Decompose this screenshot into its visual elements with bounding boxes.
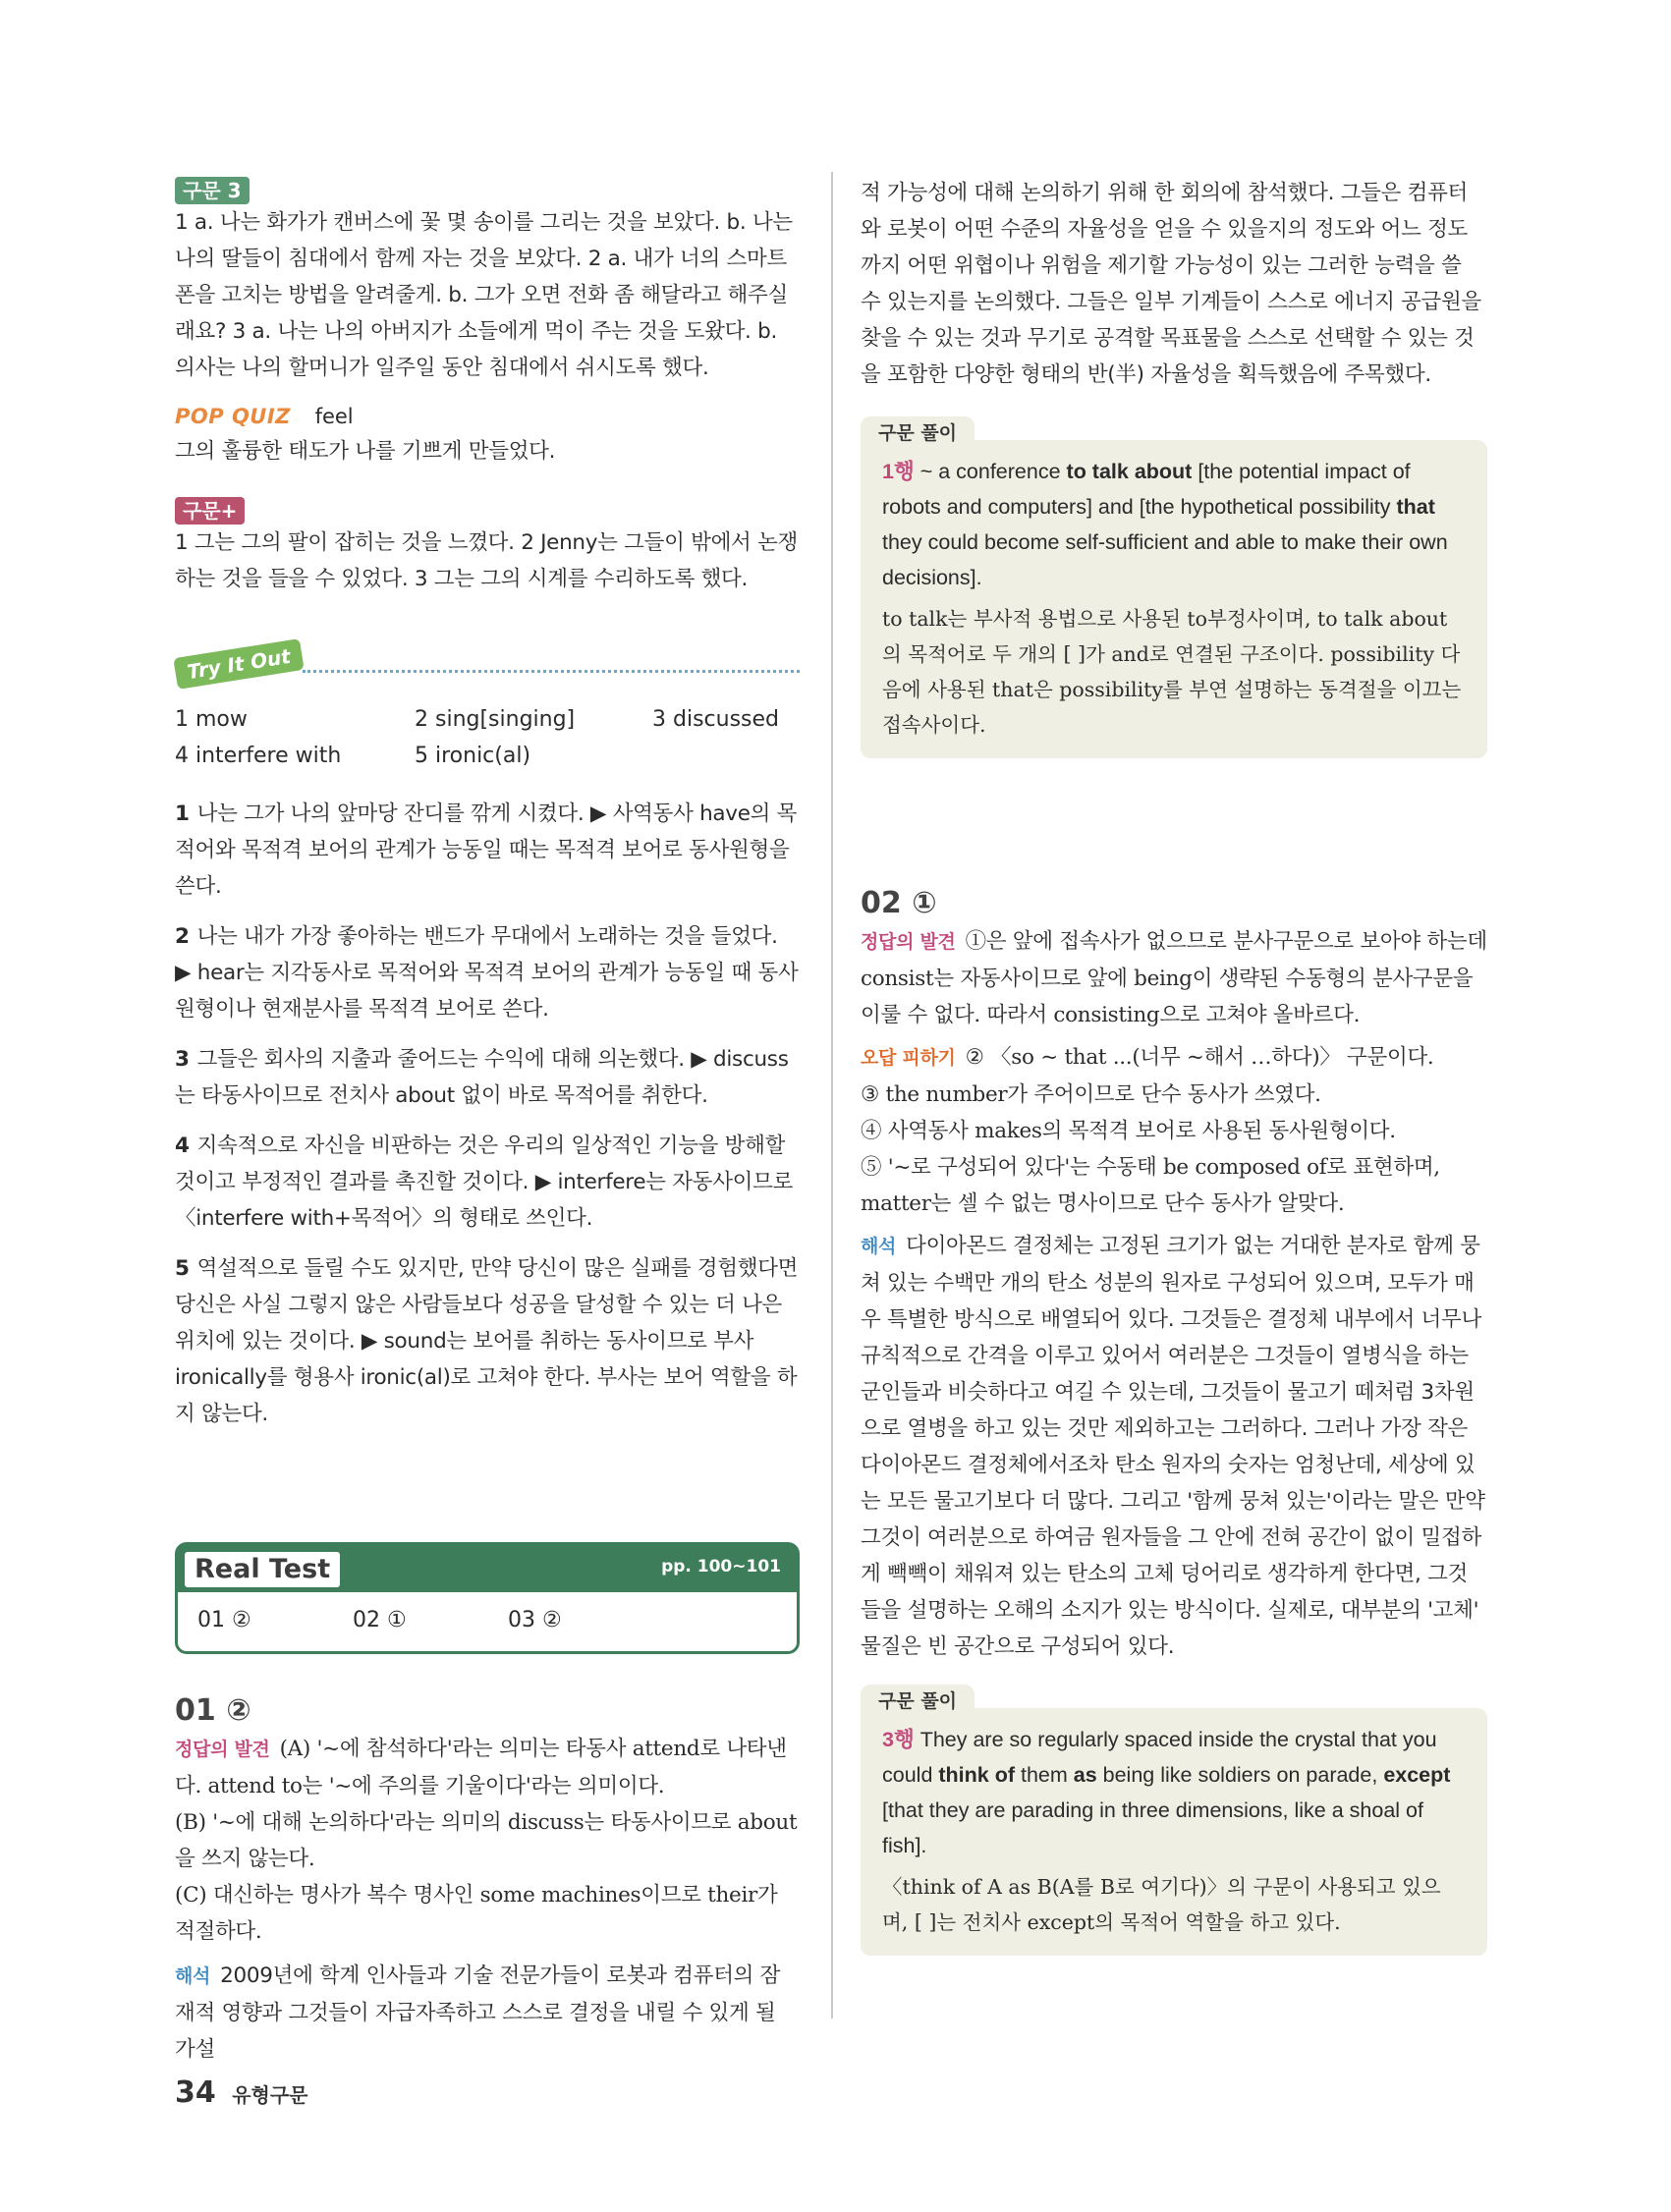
q01-c: (C) 대신하는 명사가 복수 명사인 some machines이므로 their가 적절하다. — [175, 1883, 778, 1944]
q02-translation: 해석 다이아몬드 결정체는 고정된 크기가 없는 거대한 분자로 함께 뭉쳐 있는 수백만 개의 탄소 성분의 원자로 구성되어 있으며, 모두가 매우 특별한 방식으로 배열되어 있다. 그것들은 결정체 내부에서 너무나 규칙적으로 간격을 이루고 있어서 여러분은 그것들이 열병식을 하는 군인들과 비슷하다고 여길 수 있는데, 그것들이 물고기 떼처럼 3차원으로 열병을 하고 있는 것만 제외하고는 그러하다. 그러나 가장 작은 다이아몬드 결정체에서조차 탄소 원자의 숫자는 엄청난데, 세상에 있는 모든 물고기보다 더 많다. 그리고 '함께 뭉쳐 있는'이라는 말은 만약 그것이 여러분으로 하여금 원자들을 그 안에 전혀 공간이 없이 밀접하게 빽빽이 채워져 있는 탄소의 고체 덩어리로 생각하게 한다면, 그것들을 설명하는 오해의 소지가 있는 방식이다. 실제로, 대부분의 '고체' 물질은 빈 공간으로 구성되어 있다. — [861, 1234, 1485, 1659]
answer-item: 4 interfere with — [175, 744, 342, 768]
column-divider — [831, 172, 833, 2018]
gumun3-tag: 구문 3 — [175, 177, 250, 204]
page-footer — [175, 2075, 307, 2110]
translation-continued: 적 가능성에 대해 논의하기 위해 한 회의에 참석했다. 그들은 컴퓨터와 로봇이 어떤 수준의 자율성을 얻을 수 있을지의 정도와 어느 정도까지 어떤 위협이나 위험을 제기할 가능성이 있는 그러한 능력을 쓸 수 있는지를 논의했다. 그들은 일부 기계들이 스스로 에너지 공급원을 찾을 수 있는 것과 무기로 공격할 목표물을 스스로 선택할 수 있는 것을 포함한 다양한 형태의 반(半) 자율성을 획득했음에 주목했다. — [861, 181, 1481, 387]
box-english: 3행 They are so regularly spaced inside the crystal that you could think of them as being like soldiers on parade, except [that they are parading in three dimensions, like a shoal of fish]. — [882, 1728, 1451, 1857]
box-korean: 〈think of A as B(A를 B로 여기다)〉의 구문이 사용되고 있으며, [ ]는 전치사 except의 목적어 역할을 하고 있다. — [882, 1875, 1441, 1934]
answer-item: 2 sing[singing] — [415, 707, 576, 732]
left-column — [175, 177, 800, 2068]
popquiz — [175, 400, 800, 433]
box-tab: 구문 풀이 — [861, 1685, 975, 1718]
q02-wrong-2: ③ the number가 주어이므로 단수 동사가 쓰였다. — [861, 1082, 1321, 1107]
real-test-title: Real Test — [182, 1549, 343, 1590]
q02-wrong-3: ④ 사역동사 makes의 목적격 보어로 사용된 동사원형이다. — [861, 1119, 1396, 1143]
q02-answer-found: 정답의 발견 ①은 앞에 접속사가 없으므로 분사구문으로 보아야 하는데 consist는 자동사이므로 앞에 being이 생략된 수동형의 분사구문을 이룰 수 없다. 따라서 consisting으로 고쳐야 올바르다. — [861, 929, 1487, 1027]
q02-wrong-4: ⑤ '~로 구성되어 있다'는 수동태 be composed of로 표현하며, matter는 셀 수 없는 명사이므로 단수 동사가 알맞다. — [861, 1155, 1440, 1216]
answer-item: 5 ironic(al) — [415, 744, 531, 768]
page-number: 34 — [175, 2075, 216, 2110]
try-it-out-header — [175, 644, 800, 693]
explanation-item: 4 지속적으로 자신을 비판하는 것은 우리의 일상적인 기능을 방해할 것이고 부정적인 결과를 촉진할 것이다. ▶ interfere는 자동사이므로 〈interfere with+목적어〉의 형태로 쓰인다. — [175, 1134, 794, 1231]
gumun-explanation-box-1 — [861, 422, 1487, 758]
try-it-out-badge: Try It Out — [173, 638, 304, 690]
answer-item: 1 mow — [175, 707, 248, 732]
q01-translation: 해석 2009년에 학계 인사들과 기술 전문가들이 로봇과 컴퓨터의 잠재적 영향과 그것들이 자급자족하고 스스로 결정을 내릴 수 있게 될 가설 — [175, 1963, 781, 2062]
box-tab: 구문 풀이 — [861, 416, 975, 450]
gumun-plus-tag: 구문+ — [175, 497, 245, 525]
answer-item: 02 ① — [353, 1608, 407, 1632]
book-title: 유형구문 — [232, 2083, 308, 2107]
q02-wrong-1: 오답 피하기 ② 〈so ~ that ...(너무 ~해서 …하다)〉 구문이다. — [861, 1045, 1434, 1070]
popquiz-answer: feel — [314, 405, 354, 428]
try-it-out-answers — [175, 701, 800, 774]
box-korean: to talk는 부사적 용법으로 사용된 to부정사이며, to talk about의 목적어로 두 개의 [ ]가 and로 연결된 구조이다. possibility 다음에 사용된 that은 possibility를 부연 설명하는 동격절을 이끄는 접속사이다. — [882, 607, 1462, 737]
dotted-rule — [303, 670, 800, 673]
popquiz-text: 그의 훌륭한 태도가 나를 기쁘게 만들었다. — [175, 439, 556, 464]
gumun3-text: 1 a. 나는 화가가 캔버스에 꽃 몇 송이를 그리는 것을 보았다. b. 나는 나의 딸들이 침대에서 함께 자는 것을 보았다. 2 a. 내가 너의 스마트폰을 고치는 방법을 알려줄게. b. 그가 오면 전화 좀 해달라고 해주실래요? 3 a. 나는 나의 아버지가 소들에게 먹이 주는 것을 도왔다. b. 의사는 나의 할머니가 일주일 동안 침대에서 쉬시도록 했다. — [175, 210, 793, 380]
answer-item: 3 discussed — [652, 707, 779, 732]
explanation-item: 1 나는 그가 나의 앞마당 잔디를 깎게 시켰다. ▶ 사역동사 have의 목적어와 목적격 보어의 관계가 능동일 때는 목적격 보어로 동사원형을 쓴다. — [175, 802, 798, 899]
answer-item: 01 ② — [197, 1608, 251, 1632]
answer-item: 03 ② — [508, 1608, 562, 1632]
gumun-plus-text: 1 그는 그의 팔이 잡히는 것을 느꼈다. 2 Jenny는 그들이 밖에서 논쟁하는 것을 들을 수 있었다. 3 그는 그의 시계를 수리하도록 했다. — [175, 530, 799, 591]
real-test-pages: pp. 100~101 — [661, 1557, 781, 1576]
question-02-heading: 02 ① — [861, 886, 937, 920]
q01-b: (B) '~에 대해 논의하다'라는 의미의 discuss는 타동사이므로 about을 쓰지 않는다. — [175, 1810, 798, 1871]
explanation-list — [175, 796, 800, 1432]
q01-answer-found: 정답의 발견 (A) '~에 참석하다'라는 의미는 타동사 attend로 나타낸다. attend to는 '~에 주의를 기울이다'라는 의미이다. — [175, 1737, 787, 1798]
popquiz-label: POP QUIZ — [175, 405, 291, 428]
explanation-item: 2 나는 내가 가장 좋아하는 밴드가 무대에서 노래하는 것을 들었다. ▶ hear는 지각동사로 목적어와 목적격 보어의 관계가 능동일 때 동사원형이나 현재분사를 목적격 보어로 쓴다. — [175, 924, 799, 1022]
real-test-answers — [197, 1608, 663, 1632]
question-01-heading: 01 ② — [175, 1693, 251, 1728]
explanation-item: 3 그들은 회사의 지출과 줄어드는 수익에 대해 의논했다. ▶ discuss는 타동사이므로 전치사 about 없이 바로 목적어를 취한다. — [175, 1047, 789, 1108]
box-english: 1행 ~ a conference to talk about [the potential impact of robots and computers] and [the hypothetical possibility that they could become self-sufficient and able to make their own decisions]. — [882, 460, 1448, 589]
explanation-item: 5 역설적으로 들릴 수도 있지만, 만약 당신이 많은 실패를 경험했다면 당신은 사실 그렇지 않은 사람들보다 성공을 달성할 수 있는 더 나은 위치에 있는 것이다. ▶ sound는 보어를 취하는 동사이므로 부사 ironically를 형용사 ironic(al)로 고쳐야 한다. 부사는 보어 역할을 하지 않는다. — [175, 1256, 799, 1426]
right-column — [861, 175, 1487, 1956]
real-test-box — [175, 1542, 800, 1654]
gumun-explanation-box-2 — [861, 1690, 1487, 1956]
